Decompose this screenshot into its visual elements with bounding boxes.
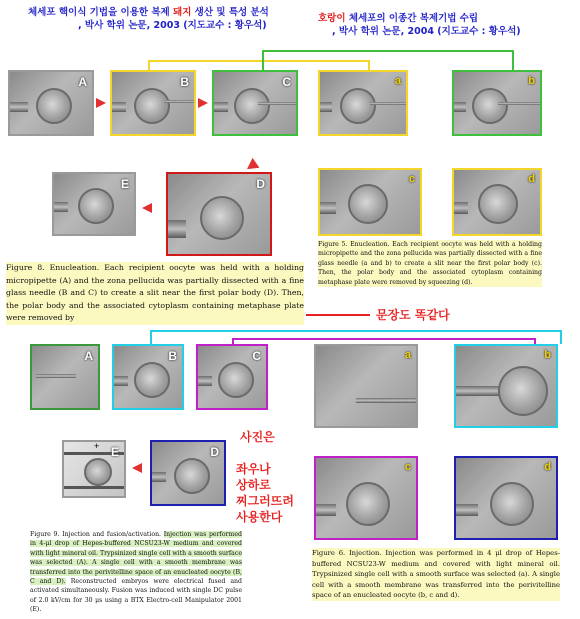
panel-label: A [84,349,93,363]
panel-label: c [408,173,415,185]
caption-figure-9 [30,530,242,615]
annotation-photo-line-2: 좌우나 [236,462,271,476]
panel-label: B [180,75,189,89]
panel-label: a [404,349,411,361]
arrow-left-icon [142,203,152,213]
panel-label: A [78,75,87,89]
figure-panel-d [452,168,542,236]
panel-label: d [544,461,551,473]
panel-label: C [252,349,261,363]
arrow-left-icon [132,463,142,473]
header-left-line2: , 박사 학위 논문, 2003 (지도교수 : 황우석) [78,20,267,31]
figure-panel-E [62,440,126,498]
panel-label: D [210,445,219,459]
electrode-plus-label: + [94,441,100,451]
panel-label: E [120,177,129,191]
panel-label: C [282,75,291,89]
connector-line-green [262,50,514,72]
panel-label: B [168,349,177,363]
figure-panel-d [454,456,558,540]
figure-panel-c [318,168,422,236]
caption-figure-6: Figure 6. Injection. Injection was performed in 4 μl drop of Hepes-buffered NCSU23-W medium and covered with light mineral oil. Trypsinized single cell with a smooth surface was selected (a). A single cell with a smooth membrane was transferred into the perivitelline space of an enucleated oocyte (b, c and d). [312,549,560,599]
figure-panel-c [314,456,418,540]
panel-label: D [256,177,265,191]
arrow-right-icon [198,98,208,108]
header-left-line1: 체세포 핵이식 기법을 이용한 복제 돼지 생산 및 특성 분석 [28,7,269,18]
header-right-line1: 호랑이 체세포의 이종간 복제기법 수립 [318,13,479,24]
header-left [28,6,269,32]
arrow-right-icon [96,98,106,108]
panel-label: b [544,349,551,361]
header-right [318,12,521,38]
figure-panel-b [454,344,558,428]
header-right-line2: , 박사 학위 논문, 2004 (지도교수 : 황우석) [332,26,521,37]
panel-label: b [528,75,535,87]
figure-panel-D [166,172,272,256]
figure-panel-a [318,70,408,136]
annotation-line [306,314,370,316]
figure-panel-A [8,70,94,136]
figure-panel-B [110,70,196,136]
panel-label: d [528,173,535,185]
caption-figure-9-title: Figure 9. Injection and fusion/activation. [30,531,164,538]
caption-figure-9-injection: Injection was performed in 4-μl drop of Hepes-buffered NCSU23-W medium and covered with light mineral oil. Trypsinized single cell with a smooth surface was selected (A). A single cell with a smooth membrane was transferred into the perivitelline space of an enucleated oocyte (B, C and D). [30,531,242,586]
figure-panel-A [30,344,100,410]
figure-panel-C [196,344,268,410]
panel-label: E [110,445,119,459]
figure-panel-E [52,172,136,236]
annotation-same-text: 문장도 똑같다 [376,308,450,322]
annotation-photo-line-1: 사진은 [240,430,275,444]
figure-panel-C [212,70,298,136]
figure-panel-b [452,70,542,136]
caption-figure-8: Figure 8. Enucleation. Each recipient oocyte was held with a holding micropipette (A) and the zona pellucida was partially dissected with a fine glass needle (B and C) to create a slit near the first polar body (D). Then, the polar body and the associated cytoplasm containing metaphase plate were removed by [6,262,304,325]
annotation-photo-line-4: 찌그러뜨려 [236,494,294,508]
annotation-photo-line-5: 사용한다 [236,510,283,524]
panel-label: a [394,75,401,87]
annotation-photo-line-3: 상하로 [236,478,271,492]
figure-panel-B [112,344,184,410]
caption-figure-5: Figure 5. Enucleation. Each recipient oocyte was held with a holding micropipette and the zona pellucida was partially dissected with a fine glass needle (a and b) to create a slit near the first polar body (c). Then, the polar body and the associated cytoplasm containing metaphase plate were removed by squeezing (d). [318,241,542,286]
figure-panel-D [150,440,226,506]
figure-panel-a [314,344,418,428]
electrode-line [64,486,124,489]
panel-label: c [404,461,411,473]
caption-figure-9-fusion: Reconstructed embryos were electrical fused and activated simultaneously. Fusion was induced with single DC pulse of 2.0 kV/cm for 30 μs using a BTX Electro-cell Manipulator 2001 (E). [30,578,242,614]
